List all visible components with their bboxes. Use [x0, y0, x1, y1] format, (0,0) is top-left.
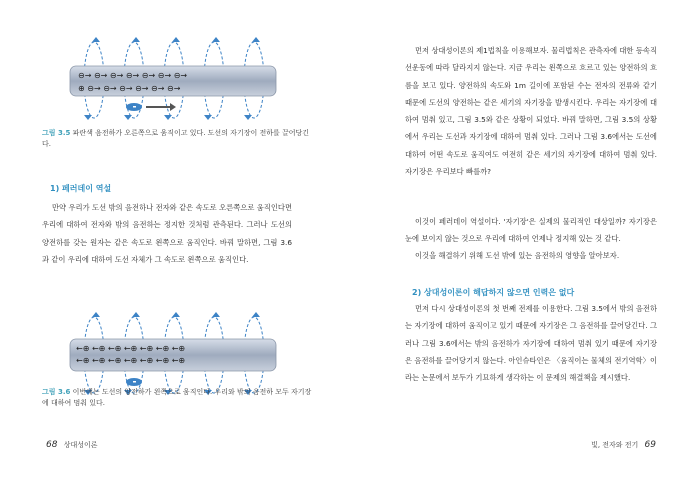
page-footer	[42, 440, 98, 450]
figure-3-6-caption	[42, 387, 312, 409]
body-paragraph	[42, 199, 292, 268]
paragraph-text: 이것을 해결하기 위해 도선 밖에 있는 음전하의 영향을 알아보자.	[415, 251, 620, 260]
paragraph-text: 먼저 상대성이론의 제1법칙을 이용해보자. 물리법칙은 관측자에 대한 등속직선운동에 따라 달라지지 않는다. 지금 우리는 왼쪽으로 흐르고 있는 양전하의 흐름을 보고 있다. 양전하의 속도와 1m 길이에 포함된 수는 전자의 전류와 같기 때문에 도선의 양전하는 같은 세기의 자기장을 발생시킨다. 우리는 자기장에 대하여 멈춰 있고, 그림 3.5와 같은 상황이 되었다. 바꿔 말하면, 그림 3.5의 상황에서 우리는 도선과 자기장에 대하여 멈춰 있다. 그러나 그림 3.6에서는 도선에 대하여 어떤 속도로 움직여도 여전히 같은 세기의 자기장에 대하여 멈춰 있다. 자기장은 우리보다 빠를까?	[405, 46, 657, 177]
moving-charge-icon	[126, 103, 176, 111]
body-paragraph	[405, 300, 657, 386]
caption-text: 이번에는 도선의 양전하가 왼쪽으로 움직인다. 우리와 밖의 음전하 모두 자기장에 대하여 멈춰 있다.	[42, 388, 312, 407]
paragraph-text: 이것이 페러데이 역설이다. '자기장'은 실제의 물리적인 대상일까? 자기장은 눈에 보이지 않는 것으로 우리에 대하여 언제나 정지해 있는 것 같다.	[405, 217, 657, 244]
caption-text: 파란색 음전하가 오른쪽으로 움직이고 있다. 도선의 자기장이 전하를 끌어당긴다.	[42, 129, 310, 148]
figure-label: 그림 3.5	[42, 129, 71, 137]
body-paragraph	[405, 247, 657, 264]
page-number: 69	[644, 440, 656, 450]
running-title: 빛, 전자와 전기	[591, 441, 639, 449]
paragraph-text: 만약 우리가 도선 밖의 음전하나 전자와 같은 속도로 오른쪽으로 움직인다면 우리에 대하여 전자와 밖의 음전하는 정지한 것처럼 관측된다. 그러나 도선의 양전하를 갖는 원자는 같은 속도로 왼쪽으로 움직인다. 바꿔 말하면, 그림 3.6과 같이 우리에 대하여 도선 자체가 그 속도로 왼쪽으로 움직인다.	[42, 203, 292, 264]
figure-label: 그림 3.6	[42, 388, 71, 396]
svg-text:←⊕ ←⊕ ←⊕ ←⊕ ←⊕ ←⊕ ←⊕: ←⊕ ←⊕ ←⊕ ←⊕ ←⊕ ←⊕ ←⊕	[76, 344, 186, 353]
figure-3-5	[62, 30, 287, 130]
svg-text:←⊕ ←⊕ ←⊕ ←⊕ ←⊕ ←⊕ ←⊕: ←⊕ ←⊕ ←⊕ ←⊕ ←⊕ ←⊕ ←⊕	[76, 356, 186, 365]
page-footer	[591, 440, 660, 450]
body-paragraph	[405, 42, 657, 180]
paragraph-text: 먼저 다시 상대성이론의 첫 번째 전제를 이용한다. 그림 3.5에서 밖의 음전하는 자기장에 대하여 움직이고 있기 때문에 자기장은 그 음전하를 끌어당긴다. 그러나 그림 3.6에서는 밖의 음전하가 자기장에 대하여 멈춰 있기 때문에 자기장은 음전하를 끌어당기지 않는다. 아인슈타인은 〈움직이는 물체의 전기역학〉이라는 논문에서 보두가 기묘하게 생각하는 이 문제의 해결책을 제시했다.	[405, 304, 657, 383]
body-paragraph	[405, 213, 657, 248]
running-title: 상대성이론	[63, 441, 98, 449]
stationary-charge-icon	[126, 378, 142, 386]
svg-text:⊕ ⊖→ ⊖→ ⊖→ ⊖→ ⊖→ ⊖→: ⊕ ⊖→ ⊖→ ⊖→ ⊖→ ⊖→ ⊖→	[78, 84, 181, 93]
section-heading: 2) 상대성이론이 해답하지 않으면 인력은 없다	[412, 288, 575, 297]
section-heading: 1) 페러데이 역설	[50, 184, 112, 193]
page-number: 68	[46, 440, 58, 450]
svg-text:⊖→ ⊖→ ⊖→ ⊖→ ⊖→ ⊖→ ⊖→: ⊖→ ⊖→ ⊖→ ⊖→ ⊖→ ⊖→ ⊖→	[78, 71, 188, 80]
figure-3-5-caption	[42, 128, 312, 150]
